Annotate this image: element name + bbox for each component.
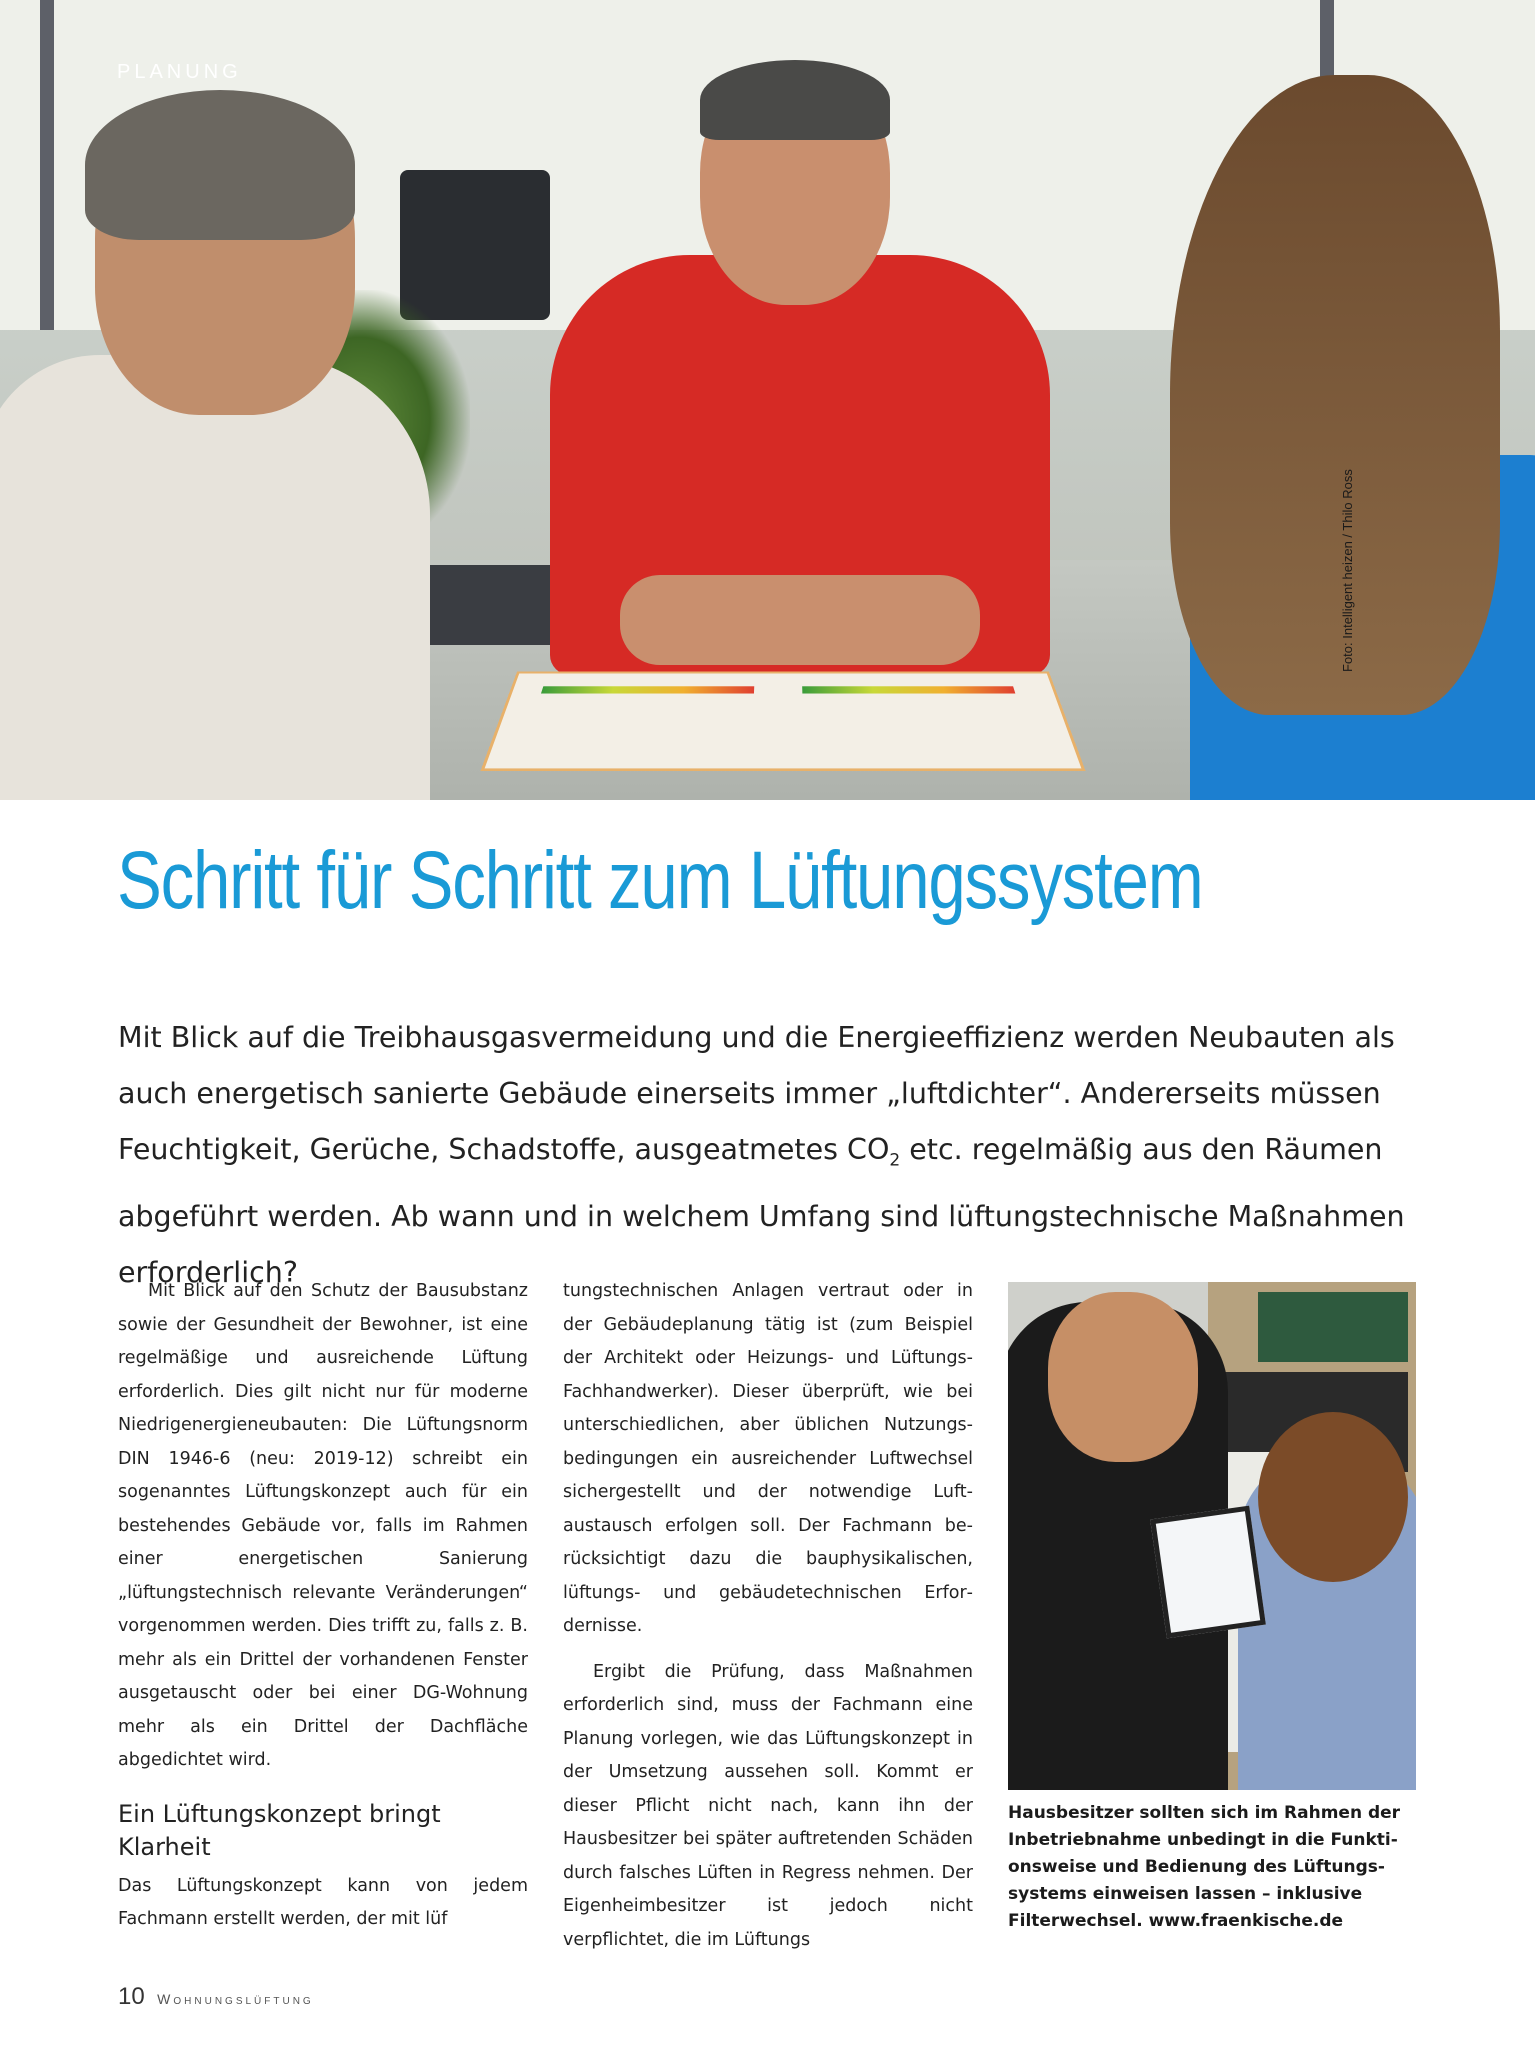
lead-paragraph: Mit Blick auf die Treibhausgasvermeidung und die Energieeffizienz werden Neubauten als auch energetisch sanierte Gebäude einerseits immer „luftdichter“. Andererseits müssen Feuchtigkeit, Gerüche, Schadstoffe, ausgeatmetes $CO_2$ etc. regelmäßig aus den Räumen abgeführt werden. Ab wann und in welchem Umfang sind lüftungstechnische Maßnahmen erforderlich? — [118, 1021, 1405, 1289]
hero-photo — [0, 0, 1535, 800]
article-title: Schritt für Schritt zum Lüftungssystem — [117, 835, 1203, 926]
man-left-figure — [0, 95, 500, 800]
body-paragraph: Mit Blick auf den Schutz der Bausubstanz sowie der Gesundheit der Bewohner, ist eine regelmäßige und ausreichende Lüftung erforderlich. Dies gilt nicht nur für moderne Niedrigenergieneubauten: Die Lüftungsnorm DIN 1946-6 (neu: 2019-12) schreibt ein sogenanntes Lüftungskonzept auch für ein bestehendes Gebäude vor, falls im Rahmen einer energetischen Sanierung „lüftungstechnisch relevante Veränderungen“ vorgenommen werden. Dies trifft zu, falls z. B. mehr als ein Drittel der vorhandenen Fenster ausgetauscht oder bei einer DG-Wohnung mehr als ein Drittel der Dachfläche abgedichtet wird. — [118, 1281, 528, 1770]
photo-caption: Hausbesitzer sollten sich im Rahmen der Inbetriebnahme unbedingt in die Funktionsweise und Bedienung des Lüftungssystems einweisen lassen – inklusive Filterwechsel. www.fraenkische.de — [1008, 1803, 1401, 1931]
subheading: Ein Lüftungskonzept bringt Klarheit — [118, 1799, 441, 1861]
page-footer — [118, 1983, 314, 2011]
body-paragraph: Das Lüftungskonzept kann von jedem Fachmann erstellt werden, der mit lüf — [118, 1875, 528, 1929]
photo-credit: Foto: Intelligent heizen / Thilo Ross — [1340, 469, 1355, 672]
page-number: 10 — [118, 1983, 145, 2010]
energy-document — [480, 671, 1085, 771]
body-paragraph: tungstechnischen Anlagen vertraut oder in der Gebäudeplanung tätig ist (zum Beispiel der Architekt oder Heizungs- und Lüftungs-Fachhandwerker). Dieser überprüft, wie bei unterschiedlichen, aber üblichen Nutzungsbedingungen ein ausreichender Luftwechsel sichergestellt und der notwendige Luftaustausch erfolgen soll. Der Fachmann berücksichtigt dazu die bauphysikalischen, lüftungs- und gebäudetechnischen Erfordernisse. — [563, 1281, 973, 1636]
magazine-name: Wohnungslüftung — [157, 1991, 314, 2007]
body-column-2 — [563, 1275, 973, 1957]
tablet-device — [1150, 1506, 1266, 1639]
body-paragraph: Ergibt die Prüfung, dass Maßnahmen erforderlich sind, muss der Fachmann eine Planung vorlegen, wie das Lüftungskonzept in der Umsetzung aussehen soll. Kommt er dieser Pflicht nicht nach, kann ihn der Hausbesitzer bei später auftretenden Schäden durch falsches Lüften in Regress nehmen. Der Eigenheimbesitzer ist jedoch nicht verpflichtet, die im Lüftungs — [563, 1661, 973, 1950]
side-photo — [1008, 1282, 1416, 1790]
body-column-1 — [118, 1275, 528, 1937]
section-label: PLANUNG — [117, 61, 242, 83]
advisor-red-shirt-figure — [540, 55, 1060, 755]
